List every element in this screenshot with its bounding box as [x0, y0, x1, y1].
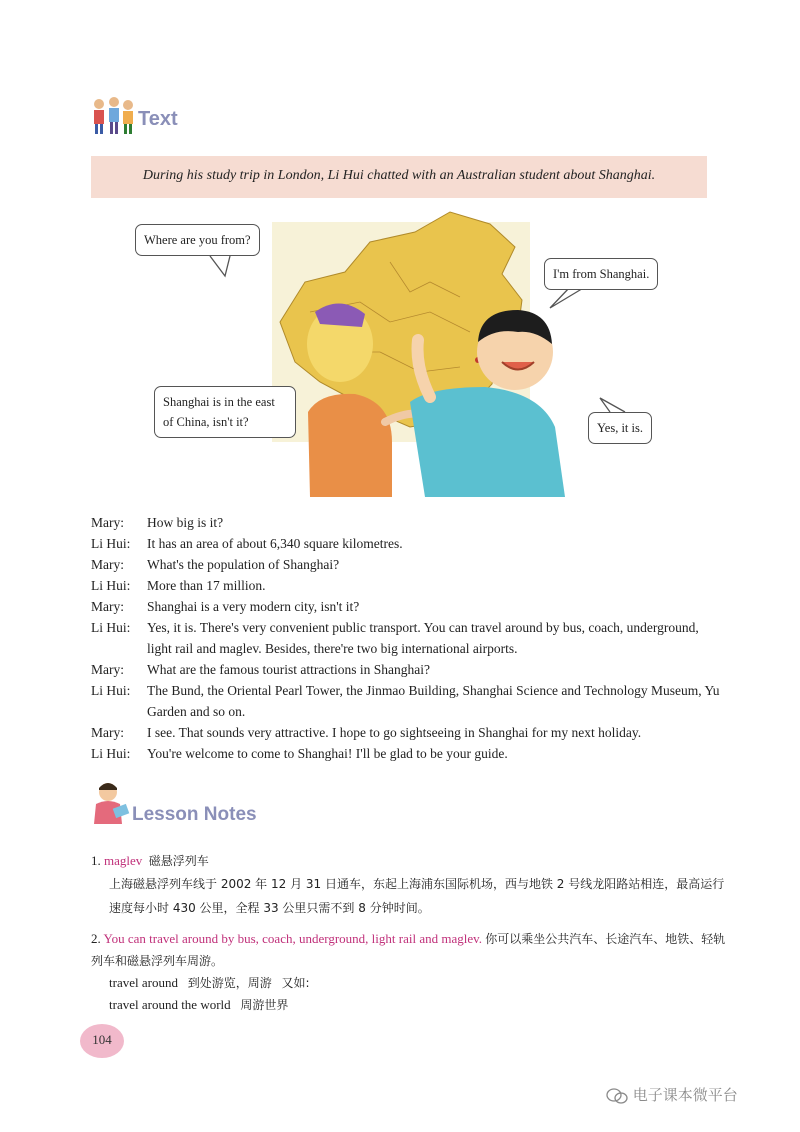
note-sentence: You can travel around by bus, coach, underground, light rail and maglev. [103, 931, 483, 946]
bubble-east-of-china: Shanghai is in the east of China, isn't it? [154, 386, 296, 438]
student-icon [92, 780, 130, 832]
note-also: 又如: [281, 976, 310, 990]
note-2: 2. You can travel around by bus, coach, underground, light rail and maglev. 你可以乘坐公共汽车、长途汽车、地铁、轻轨列车和磁悬浮列车周游。 travel around 到处游览，周游 又如: travel around the world 周游世界 [91, 931, 726, 1012]
intro-banner [91, 156, 707, 198]
note-translation: 你可以乘坐公共汽车、长途汽车、地铁、轻轨列车和磁悬浮列车周游。 [91, 932, 726, 968]
page-number: 104 [92, 1032, 112, 1047]
wechat-icon [606, 1087, 628, 1105]
note-example-gloss: 周游世界 [240, 998, 289, 1012]
text-section-title: Text [138, 108, 178, 130]
dialogue [91, 512, 721, 764]
dialogue-line: Mary: What's the population of Shanghai? [91, 557, 340, 572]
dialogue-line: Li Hui: You're welcome to come to Shanghai! I'll be glad to be your guide. [91, 746, 508, 761]
intro-text: During his study trip in London, Li Hui chatted with an Australian student about Shanghai. [142, 168, 656, 183]
note-1: 1. maglev 磁悬浮列车 上海磁悬浮列车线于 2002 年 12 月 31 日通车，东起上海浦东国际机场，西与地铁 2 号线龙阳路站相连，最高运行速度每小时 430 公里，全程 33 公里只需不到 8 分钟时间。 [91, 850, 731, 920]
dialogue-line: Mary: Shanghai is a very modern city, isn't it? [91, 599, 360, 614]
note-term: maglev [104, 853, 143, 868]
bubble-where-from: Where are you from? [135, 224, 260, 256]
note-example: travel around the world [109, 997, 231, 1012]
li-hui-figure [410, 387, 565, 497]
text-section-header [92, 96, 232, 136]
dialogue-line: Li Hui: The Bund, the Oriental Pearl Tower, the Jinmao Building, Shanghai Science and Technology Museum, Yu Garden and so on. [91, 683, 720, 719]
bubble-im-from-shanghai: I'm from Shanghai. [544, 258, 658, 290]
watermark [606, 1084, 786, 1110]
dialogue-line: Mary: What are the famous tourist attractions in Shanghai? [91, 662, 431, 677]
dialogue-line: Li Hui: Yes, it is. There's very convenient public transport. You can travel around by bus, coach, underground, light rail and maglev. Besides, there're two big international airports. [91, 620, 699, 656]
bubble-yes-it-is: Yes, it is. [588, 412, 652, 444]
page-number-badge [80, 1024, 124, 1058]
illustration [130, 202, 690, 497]
note-phrase-gloss: 到处游览，周游 [187, 976, 272, 990]
children-icon [92, 96, 136, 136]
dialogue-line: Li Hui: More than 17 million. [91, 578, 266, 593]
watermark-text: 电子课本微平台 [632, 1086, 738, 1104]
lesson-notes-title: Lesson Notes [132, 804, 257, 825]
note-explanation: 上海磁悬浮列车线于 2002 年 12 月 31 日通车，东起上海浦东国际机场，西与地铁 2 号线龙阳路站相连，最高运行速度每小时 430 公里，全程 33 公里只需不到 8 分钟时间。 [109, 877, 725, 915]
lesson-notes [91, 850, 731, 1024]
dialogue-line: Li Hui: It has an area of about 6,340 square kilometres. [91, 536, 403, 551]
lesson-notes-header [92, 780, 352, 832]
note-phrase: travel around [109, 975, 178, 990]
dialogue-line: Mary: I see. That sounds very attractive. I hope to go sightseeing in Shanghai for my next holiday. [91, 725, 642, 740]
note-gloss: 磁悬浮列车 [148, 854, 209, 868]
dialogue-line: Mary: How big is it? [91, 515, 224, 530]
